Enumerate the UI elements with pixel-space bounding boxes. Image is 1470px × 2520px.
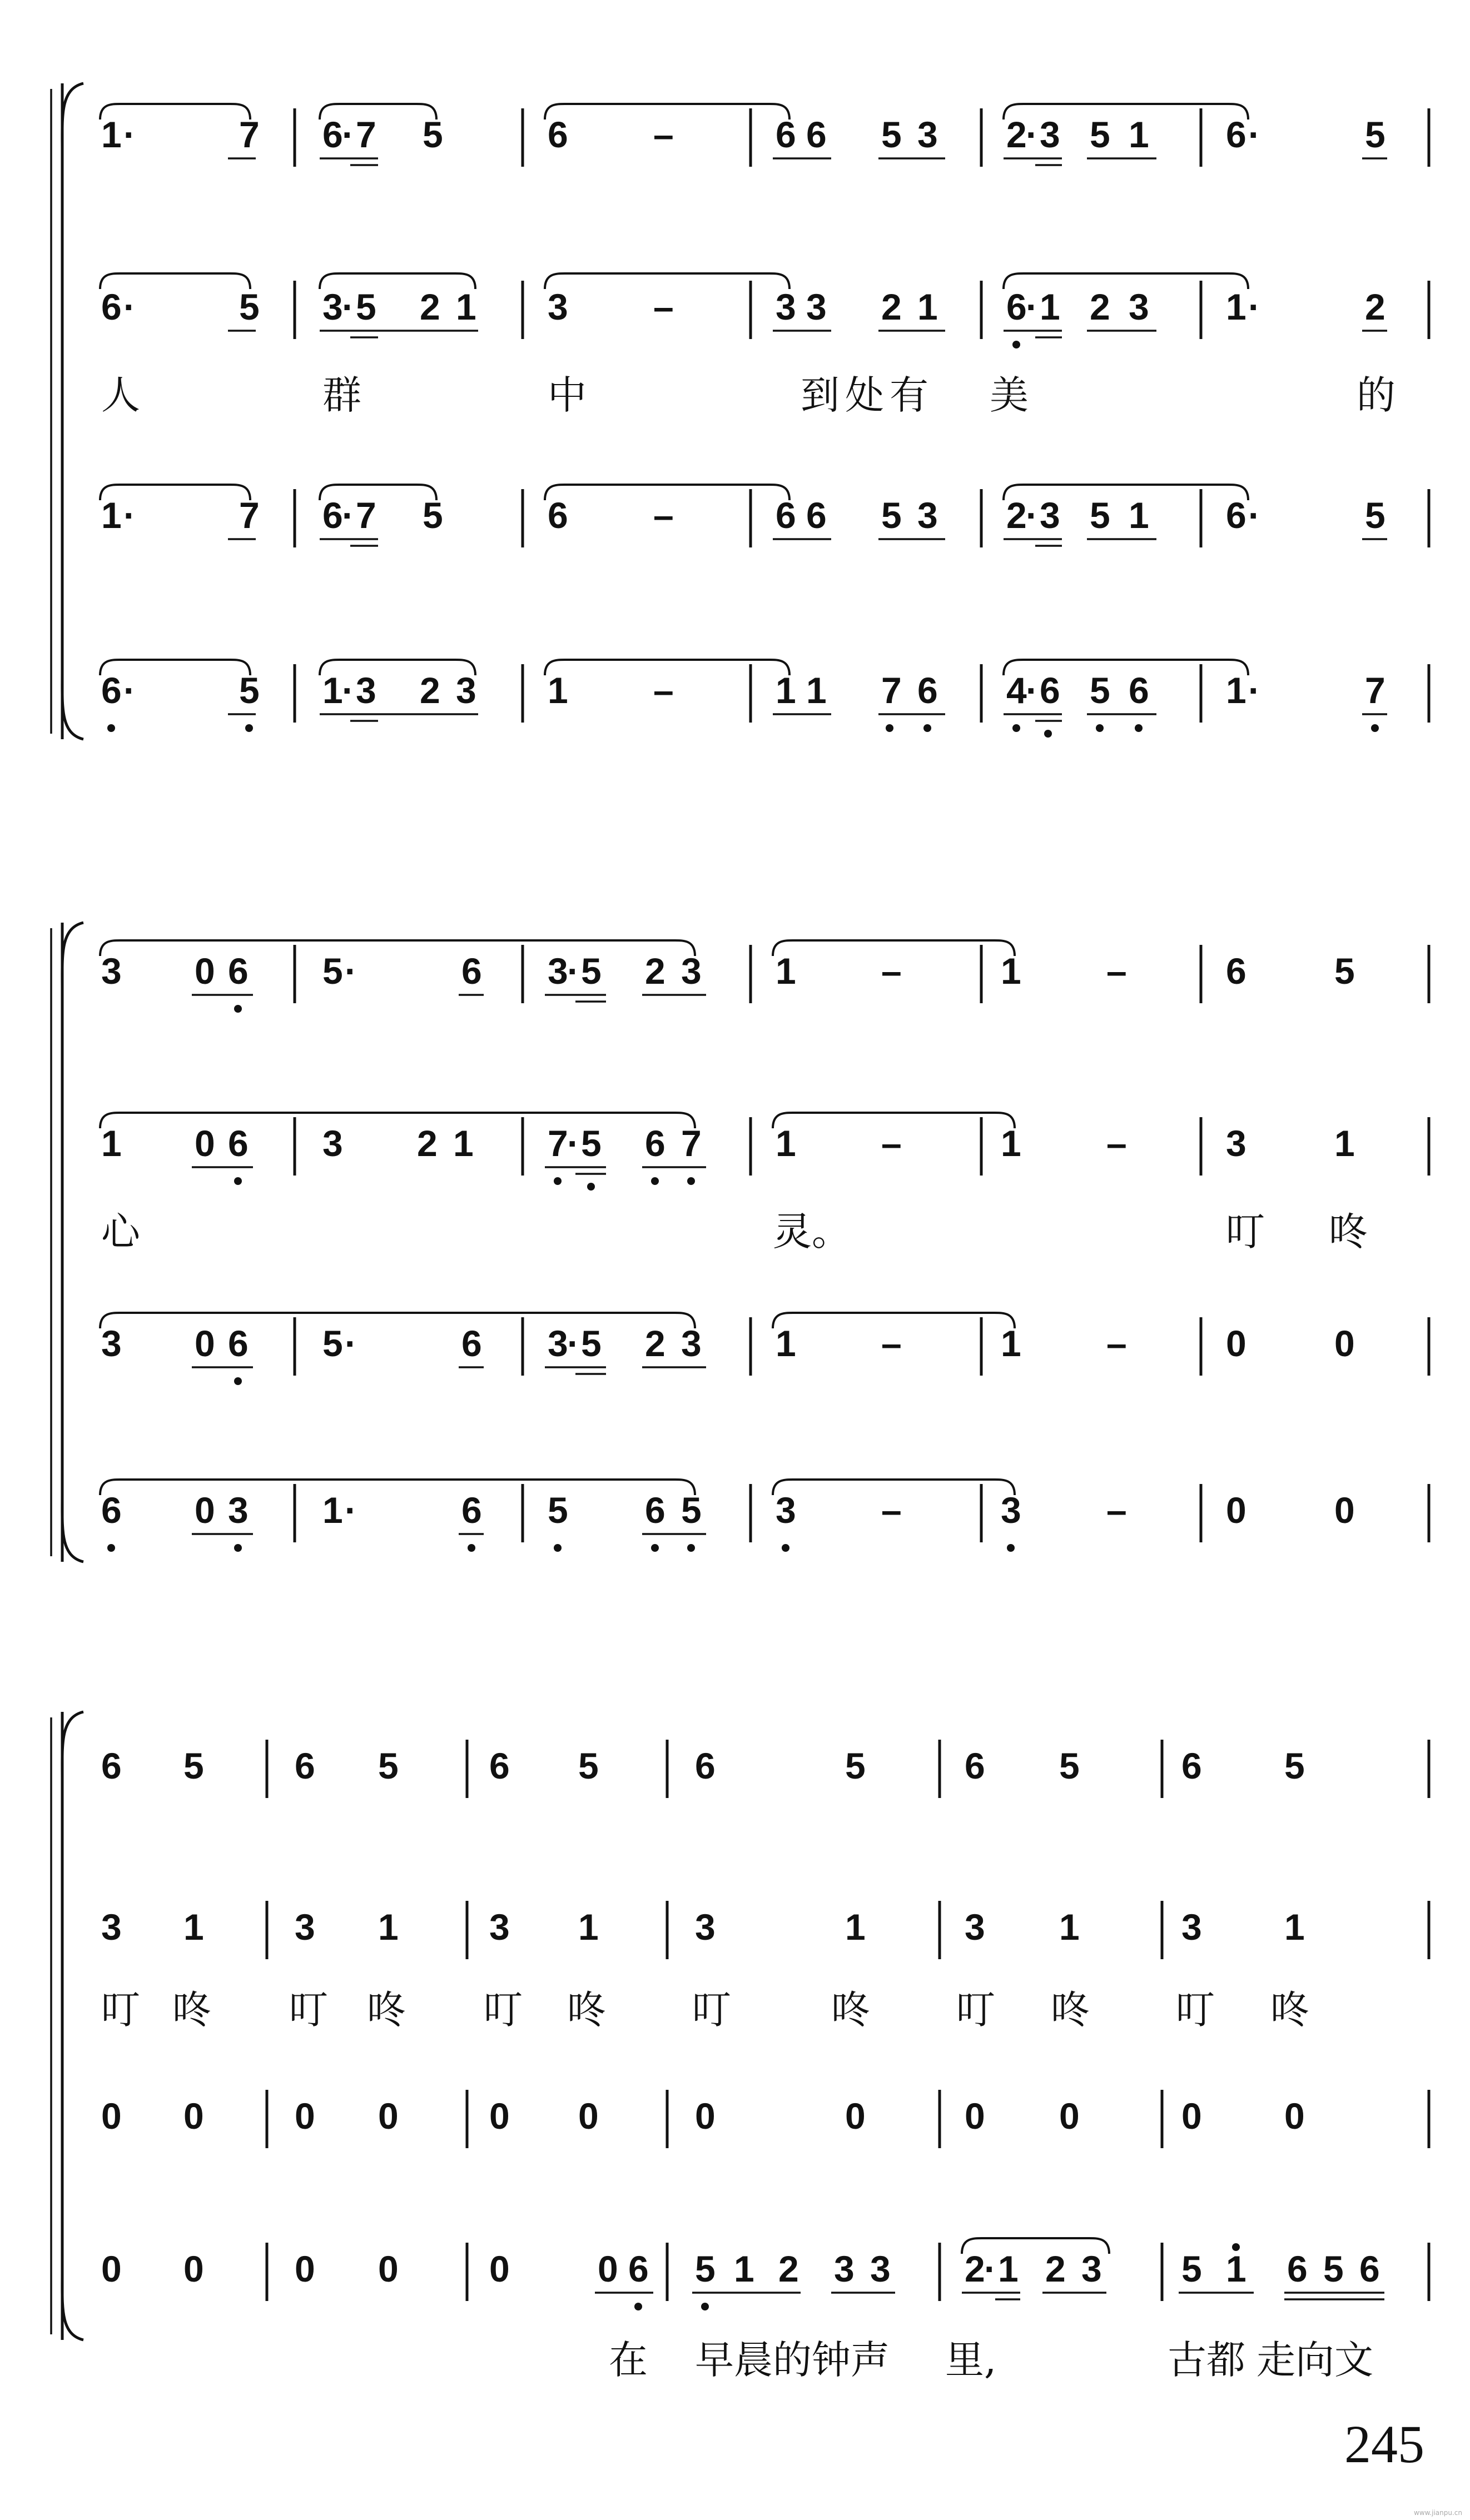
jianpu-note: 6	[965, 1745, 985, 1786]
augmentation-dot: ·	[345, 1490, 357, 1531]
jianpu-note: 6	[461, 950, 482, 992]
sustain-dash: –	[881, 950, 902, 992]
augmentation-dot: ·	[1248, 286, 1260, 327]
jianpu-note: 0	[578, 2095, 599, 2136]
jianpu-note: 7	[548, 1123, 568, 1164]
octave-dot	[923, 724, 931, 732]
jianpu-note: 3	[1226, 1123, 1246, 1164]
augmentation-dot: ·	[342, 286, 354, 327]
jianpu-note: 1	[453, 1123, 474, 1164]
jianpu-note: 6	[101, 1745, 122, 1786]
jianpu-note: 0	[845, 2095, 866, 2136]
jianpu-note: 3	[870, 2248, 891, 2289]
jianpu-note: 3	[1001, 1490, 1021, 1531]
jianpu-note: 0	[378, 2248, 399, 2289]
tie-slur	[100, 273, 250, 289]
augmentation-dot: ·	[1248, 114, 1260, 155]
jianpu-note: 6	[1226, 114, 1246, 155]
jianpu-note: 6	[917, 670, 938, 711]
jianpu-note: 6	[101, 670, 122, 711]
jianpu-note: 6	[461, 1490, 482, 1531]
jianpu-note: 6	[322, 495, 343, 536]
jianpu-note: 7	[239, 495, 260, 536]
jianpu-note: 5	[681, 1490, 702, 1531]
jianpu-note: 5	[1059, 1745, 1080, 1786]
jianpu-note: 1	[183, 1906, 204, 1948]
jianpu-note: 7	[239, 114, 260, 155]
jianpu-note: 1	[806, 670, 827, 711]
jianpu-note: 0	[1059, 2095, 1080, 2136]
augmentation-dot: ·	[123, 670, 136, 711]
jianpu-note: 1	[845, 1906, 866, 1948]
augmentation-dot: ·	[123, 495, 136, 536]
lyric-syllable: 咚	[567, 1987, 606, 2033]
jianpu-note: 6	[1006, 286, 1027, 327]
octave-dot	[107, 724, 115, 732]
jianpu-note: 4	[1006, 670, 1027, 711]
jianpu-note: 0	[598, 2248, 618, 2289]
octave-dot	[1007, 1544, 1015, 1552]
lyric-syllable: 叮	[1226, 1209, 1265, 1254]
jianpu-note: 7	[881, 670, 902, 711]
jianpu-note: 6	[228, 1123, 249, 1164]
jianpu-note: 5	[1323, 2248, 1344, 2289]
lyric-syllable: 叮	[956, 1987, 995, 2033]
lyric-syllable: 处	[845, 372, 884, 418]
jianpu-note: 7	[356, 495, 376, 536]
jianpu-note: 1	[998, 2248, 1019, 2289]
jianpu-note: 1	[776, 670, 796, 711]
jianpu-note: 6	[228, 950, 249, 992]
octave-dot	[886, 724, 893, 732]
jianpu-note: 3	[322, 286, 343, 327]
octave-dot	[701, 2303, 709, 2310]
jianpu-note: 0	[295, 2095, 315, 2136]
jianpu-note: 2	[1006, 114, 1027, 155]
jianpu-note: 6	[645, 1123, 666, 1164]
lyric-syllable: 灵。	[773, 1209, 851, 1254]
jianpu-note: 3	[917, 114, 938, 155]
jianpu-note: 7	[681, 1123, 702, 1164]
augmentation-dot: ·	[1026, 286, 1038, 327]
watermark: www.jianpu.cn	[1413, 2509, 1462, 2517]
sustain-dash: –	[881, 1123, 902, 1164]
jianpu-note: 0	[1334, 1323, 1355, 1364]
lyric-syllable: 到	[801, 372, 840, 418]
jianpu-note: 3	[1129, 286, 1149, 327]
augmentation-dot: ·	[1248, 670, 1260, 711]
jianpu-note: 6	[645, 1490, 666, 1531]
jianpu-note: 6	[1040, 670, 1060, 711]
jianpu-note: 2	[778, 2248, 799, 2289]
jianpu-note: 5	[1181, 2248, 1202, 2289]
augmentation-dot: ·	[1248, 495, 1260, 536]
lyric-syllable: 的	[1357, 372, 1395, 418]
jianpu-note: 3	[776, 286, 796, 327]
jianpu-note: 0	[378, 2095, 399, 2136]
jianpu-note: 2	[965, 2248, 985, 2289]
jianpu-note: 2	[1365, 286, 1385, 327]
jianpu-note: 1	[1001, 1323, 1021, 1364]
jianpu-note: 5	[1334, 950, 1355, 992]
lyric-syllable: 心	[101, 1209, 140, 1254]
lyric-syllable: 咚	[1329, 1209, 1368, 1254]
octave-dot	[1135, 724, 1143, 732]
jianpu-note: 3	[228, 1490, 249, 1531]
jianpu-note: 3	[295, 1906, 315, 1948]
jianpu-note: 0	[101, 2248, 122, 2289]
jianpu-note: 6	[322, 114, 343, 155]
octave-dot	[1371, 724, 1379, 732]
lyric-syllable: 里,	[945, 2337, 997, 2383]
sustain-dash: –	[881, 1490, 902, 1531]
jianpu-note: 5	[1365, 114, 1385, 155]
jianpu-note: 0	[1226, 1490, 1246, 1531]
octave-dot	[1096, 724, 1104, 732]
jianpu-note: 3	[695, 1906, 716, 1948]
jianpu-note: 3	[101, 1323, 122, 1364]
sustain-dash: –	[653, 670, 674, 711]
jianpu-note: 2	[881, 286, 902, 327]
jianpu-note: 0	[101, 2095, 122, 2136]
tie-slur	[100, 1313, 695, 1328]
lyric-syllable: 群	[322, 372, 361, 418]
jianpu-note: 6	[228, 1323, 249, 1364]
jianpu-note: 2	[645, 950, 666, 992]
jianpu-note: 6	[101, 1490, 122, 1531]
jianpu-note: 6	[101, 286, 122, 327]
jianpu-note: 1	[1059, 1906, 1080, 1948]
jianpu-note: 1	[456, 286, 476, 327]
jianpu-note: 3	[101, 1906, 122, 1948]
sustain-dash: –	[881, 1323, 902, 1364]
octave-dot	[234, 1544, 242, 1552]
sustain-dash: –	[1106, 950, 1127, 992]
jianpu-note: 6	[806, 495, 827, 536]
jianpu-note: 5	[881, 495, 902, 536]
octave-dot	[234, 1177, 242, 1185]
jianpu-note: 1	[776, 1323, 796, 1364]
jianpu-note: 3	[548, 286, 568, 327]
jianpu-note: 0	[183, 2248, 204, 2289]
jianpu-note: 5	[322, 1323, 343, 1364]
tie-slur	[100, 660, 250, 675]
augmentation-dot: ·	[123, 114, 136, 155]
lyric-syllable: 有	[890, 372, 928, 418]
augmentation-dot: ·	[345, 950, 357, 992]
jianpu-note: 1	[1129, 114, 1149, 155]
octave-dot	[554, 1544, 562, 1552]
octave-dot	[651, 1544, 659, 1552]
jianpu-note: 5	[1090, 495, 1110, 536]
jianpu-note: 0	[183, 2095, 204, 2136]
jianpu-note: 0	[1181, 2095, 1202, 2136]
lyric-syllable: 在	[609, 2337, 648, 2383]
jianpu-note: 6	[1181, 1745, 1202, 1786]
octave-dot	[245, 724, 253, 732]
augmentation-dot: ·	[342, 114, 354, 155]
lyric-syllable: 叮	[692, 1987, 731, 2033]
jianpu-note: 3	[776, 1490, 796, 1531]
jianpu-note: 1	[378, 1906, 399, 1948]
octave-dot	[1012, 724, 1020, 732]
sustain-dash: –	[653, 495, 674, 536]
jianpu-note: 7	[356, 114, 376, 155]
jianpu-note: 2	[645, 1323, 666, 1364]
jianpu-note: 5	[356, 286, 376, 327]
jianpu-note: 2	[420, 670, 440, 711]
octave-dot	[634, 2303, 642, 2310]
augmentation-dot: ·	[345, 1323, 357, 1364]
augmentation-dot: ·	[984, 2248, 996, 2289]
octave-dot	[554, 1177, 562, 1185]
lyric-syllable: 叮	[101, 1987, 140, 2033]
jianpu-note: 3	[1040, 114, 1060, 155]
jianpu-note: 5	[581, 1123, 602, 1164]
jianpu-note: 6	[461, 1323, 482, 1364]
jianpu-note: 5	[1090, 114, 1110, 155]
jianpu-note: 0	[1334, 1490, 1355, 1531]
jianpu-note: 0	[965, 2095, 985, 2136]
jianpu-note: 1	[322, 670, 343, 711]
lyric-syllable: 古都	[1168, 2337, 1245, 2383]
jianpu-note: 6	[548, 114, 568, 155]
jianpu-note: 5	[695, 2248, 716, 2289]
jianpu-note: 0	[195, 1323, 215, 1364]
jianpu-note: 5	[1284, 1745, 1305, 1786]
jianpu-note: 6	[295, 1745, 315, 1786]
jianpu-note: 1	[1040, 286, 1060, 327]
jianpu-note: 1	[1001, 1123, 1021, 1164]
jianpu-note: 1	[101, 1123, 122, 1164]
jianpu-note: 3	[101, 950, 122, 992]
jianpu-note: 5	[581, 1323, 602, 1364]
jianpu-note: 3	[356, 670, 376, 711]
lyric-syllable: 叮	[484, 1987, 523, 2033]
lyric-syllable: 走向文	[1257, 2337, 1373, 2383]
lyric-syllable: 早晨的钟声	[695, 2337, 890, 2383]
brace-bottom	[62, 2273, 83, 2340]
brace-top	[62, 83, 83, 150]
jianpu-note: 0	[489, 2095, 510, 2136]
jianpu-note: 1	[548, 670, 568, 711]
octave-dot	[468, 1544, 475, 1552]
tie-slur	[100, 1480, 695, 1495]
augmentation-dot: ·	[1026, 114, 1038, 155]
brace-top	[62, 1712, 83, 1779]
jianpu-note: 6	[1359, 2248, 1380, 2289]
jianpu-note: 6	[489, 1745, 510, 1786]
augmentation-dot: ·	[342, 495, 354, 536]
jianpu-note: 1	[776, 1123, 796, 1164]
jianpu-note: 1	[1129, 495, 1149, 536]
jianpu-note: 2	[1090, 286, 1110, 327]
jianpu-note: 6	[628, 2248, 649, 2289]
jianpu-note: 3	[456, 670, 476, 711]
jianpu-note: 5	[239, 286, 260, 327]
jianpu-note: 5	[845, 1745, 866, 1786]
jianpu-note: 5	[1365, 495, 1385, 536]
jianpu-note: 1	[578, 1906, 599, 1948]
tie-slur	[100, 104, 250, 119]
octave-dot	[687, 1544, 695, 1552]
jianpu-note: 1	[322, 1490, 343, 1531]
octave-dot	[1044, 730, 1052, 738]
jianpu-note: 6	[1226, 495, 1246, 536]
jianpu-note: 0	[695, 2095, 716, 2136]
augmentation-dot: ·	[567, 1323, 579, 1364]
jianpu-note: 1	[1284, 1906, 1305, 1948]
jianpu-note: 7	[1365, 670, 1385, 711]
jianpu-note: 1	[1226, 2248, 1246, 2289]
octave-dot	[234, 1377, 242, 1385]
lyric-syllable: 美	[990, 372, 1029, 418]
jianpu-note: 6	[1287, 2248, 1308, 2289]
jianpu-note: 0	[489, 2248, 510, 2289]
jianpu-note: 0	[195, 950, 215, 992]
sustain-dash: –	[1106, 1123, 1127, 1164]
lyric-syllable: 人	[101, 372, 140, 418]
jianpu-note: 3	[489, 1906, 510, 1948]
jianpu-note: 1	[1226, 670, 1246, 711]
jianpu-note: 2	[417, 1123, 438, 1164]
jianpu-note: 5	[423, 495, 443, 536]
jianpu-note: 3	[917, 495, 938, 536]
jianpu-note: 5	[423, 114, 443, 155]
jianpu-note: 3	[1181, 1906, 1202, 1948]
jianpu-note: 3	[681, 1323, 702, 1364]
lyric-syllable: 叮	[289, 1987, 328, 2033]
jianpu-note: 2	[1045, 2248, 1066, 2289]
jianpu-note: 5	[881, 114, 902, 155]
sustain-dash: –	[653, 114, 674, 155]
lyric-syllable: 咚	[367, 1987, 406, 2033]
jianpu-note: 0	[1284, 2095, 1305, 2136]
jianpu-note: 5	[378, 1745, 399, 1786]
jianpu-note: 5	[1090, 670, 1110, 711]
octave-dot	[1012, 341, 1020, 348]
lyric-syllable: 中	[548, 372, 587, 418]
jianpu-note: 2	[420, 286, 440, 327]
tie-slur	[100, 940, 695, 956]
jianpu-note: 3	[806, 286, 827, 327]
augmentation-dot: ·	[123, 286, 136, 327]
sustain-dash: –	[1106, 1323, 1127, 1364]
jianpu-note: 0	[195, 1490, 215, 1531]
octave-dot	[651, 1177, 659, 1185]
augmentation-dot: ·	[1026, 670, 1038, 711]
jianpu-note: 3	[681, 950, 702, 992]
octave-dot	[782, 1544, 789, 1552]
jianpu-note: 3	[548, 950, 568, 992]
page-number: 245	[1344, 2414, 1424, 2474]
jianpu-note: 5	[239, 670, 260, 711]
octave-dot	[234, 1005, 242, 1013]
jianpu-note: 2	[1006, 495, 1027, 536]
lyric-syllable: 叮	[1176, 1987, 1215, 2033]
jianpu-note: 3	[965, 1906, 985, 1948]
jianpu-note: 3	[1081, 2248, 1102, 2289]
jianpu-note: 5	[548, 1490, 568, 1531]
octave-dot	[587, 1183, 595, 1191]
jianpu-note: 1	[734, 2248, 754, 2289]
jianpu-note: 3	[322, 1123, 343, 1164]
jianpu-note: 6	[776, 114, 796, 155]
jianpu-note: 6	[548, 495, 568, 536]
tie-slur	[100, 1113, 695, 1128]
jianpu-note: 1	[101, 495, 122, 536]
octave-dot	[687, 1177, 695, 1185]
jianpu-note: 1	[917, 286, 938, 327]
augmentation-dot: ·	[1026, 495, 1038, 536]
sustain-dash: –	[1106, 1490, 1127, 1531]
lyric-syllable: 咚	[1270, 1987, 1309, 2033]
jianpu-note: 0	[195, 1123, 215, 1164]
jianpu-note: 1	[1226, 286, 1246, 327]
augmentation-dot: ·	[342, 670, 354, 711]
lyric-syllable: 咚	[1051, 1987, 1090, 2033]
jianpu-note: 3	[548, 1323, 568, 1364]
jianpu-note: 1	[1334, 1123, 1355, 1164]
brace-top	[62, 923, 83, 989]
augmentation-dot: ·	[567, 950, 579, 992]
jianpu-note: 1	[776, 950, 796, 992]
jianpu-note: 5	[322, 950, 343, 992]
jianpu-note: 0	[1226, 1323, 1246, 1364]
jianpu-note: 1	[1001, 950, 1021, 992]
jianpu-note: 6	[806, 114, 827, 155]
jianpu-note: 5	[183, 1745, 204, 1786]
jianpu-note: 1	[101, 114, 122, 155]
sustain-dash: –	[653, 286, 674, 327]
jianpu-note: 0	[295, 2248, 315, 2289]
jianpu-note: 5	[578, 1745, 599, 1786]
jianpu-note: 6	[776, 495, 796, 536]
lyric-syllable: 咚	[831, 1987, 870, 2033]
tie-slur	[100, 485, 250, 500]
lyric-syllable: 咚	[172, 1987, 211, 2033]
jianpu-note: 6	[1129, 670, 1149, 711]
jianpu-note: 6	[695, 1745, 716, 1786]
jianpu-note: 5	[581, 950, 602, 992]
jianpu-note: 3	[1040, 495, 1060, 536]
octave-dot	[107, 1544, 115, 1552]
brace-bottom	[62, 673, 83, 739]
jianpu-note: 3	[834, 2248, 855, 2289]
jianpu-note: 6	[1226, 950, 1246, 992]
augmentation-dot: ·	[567, 1123, 579, 1164]
brace-bottom	[62, 1495, 83, 1562]
